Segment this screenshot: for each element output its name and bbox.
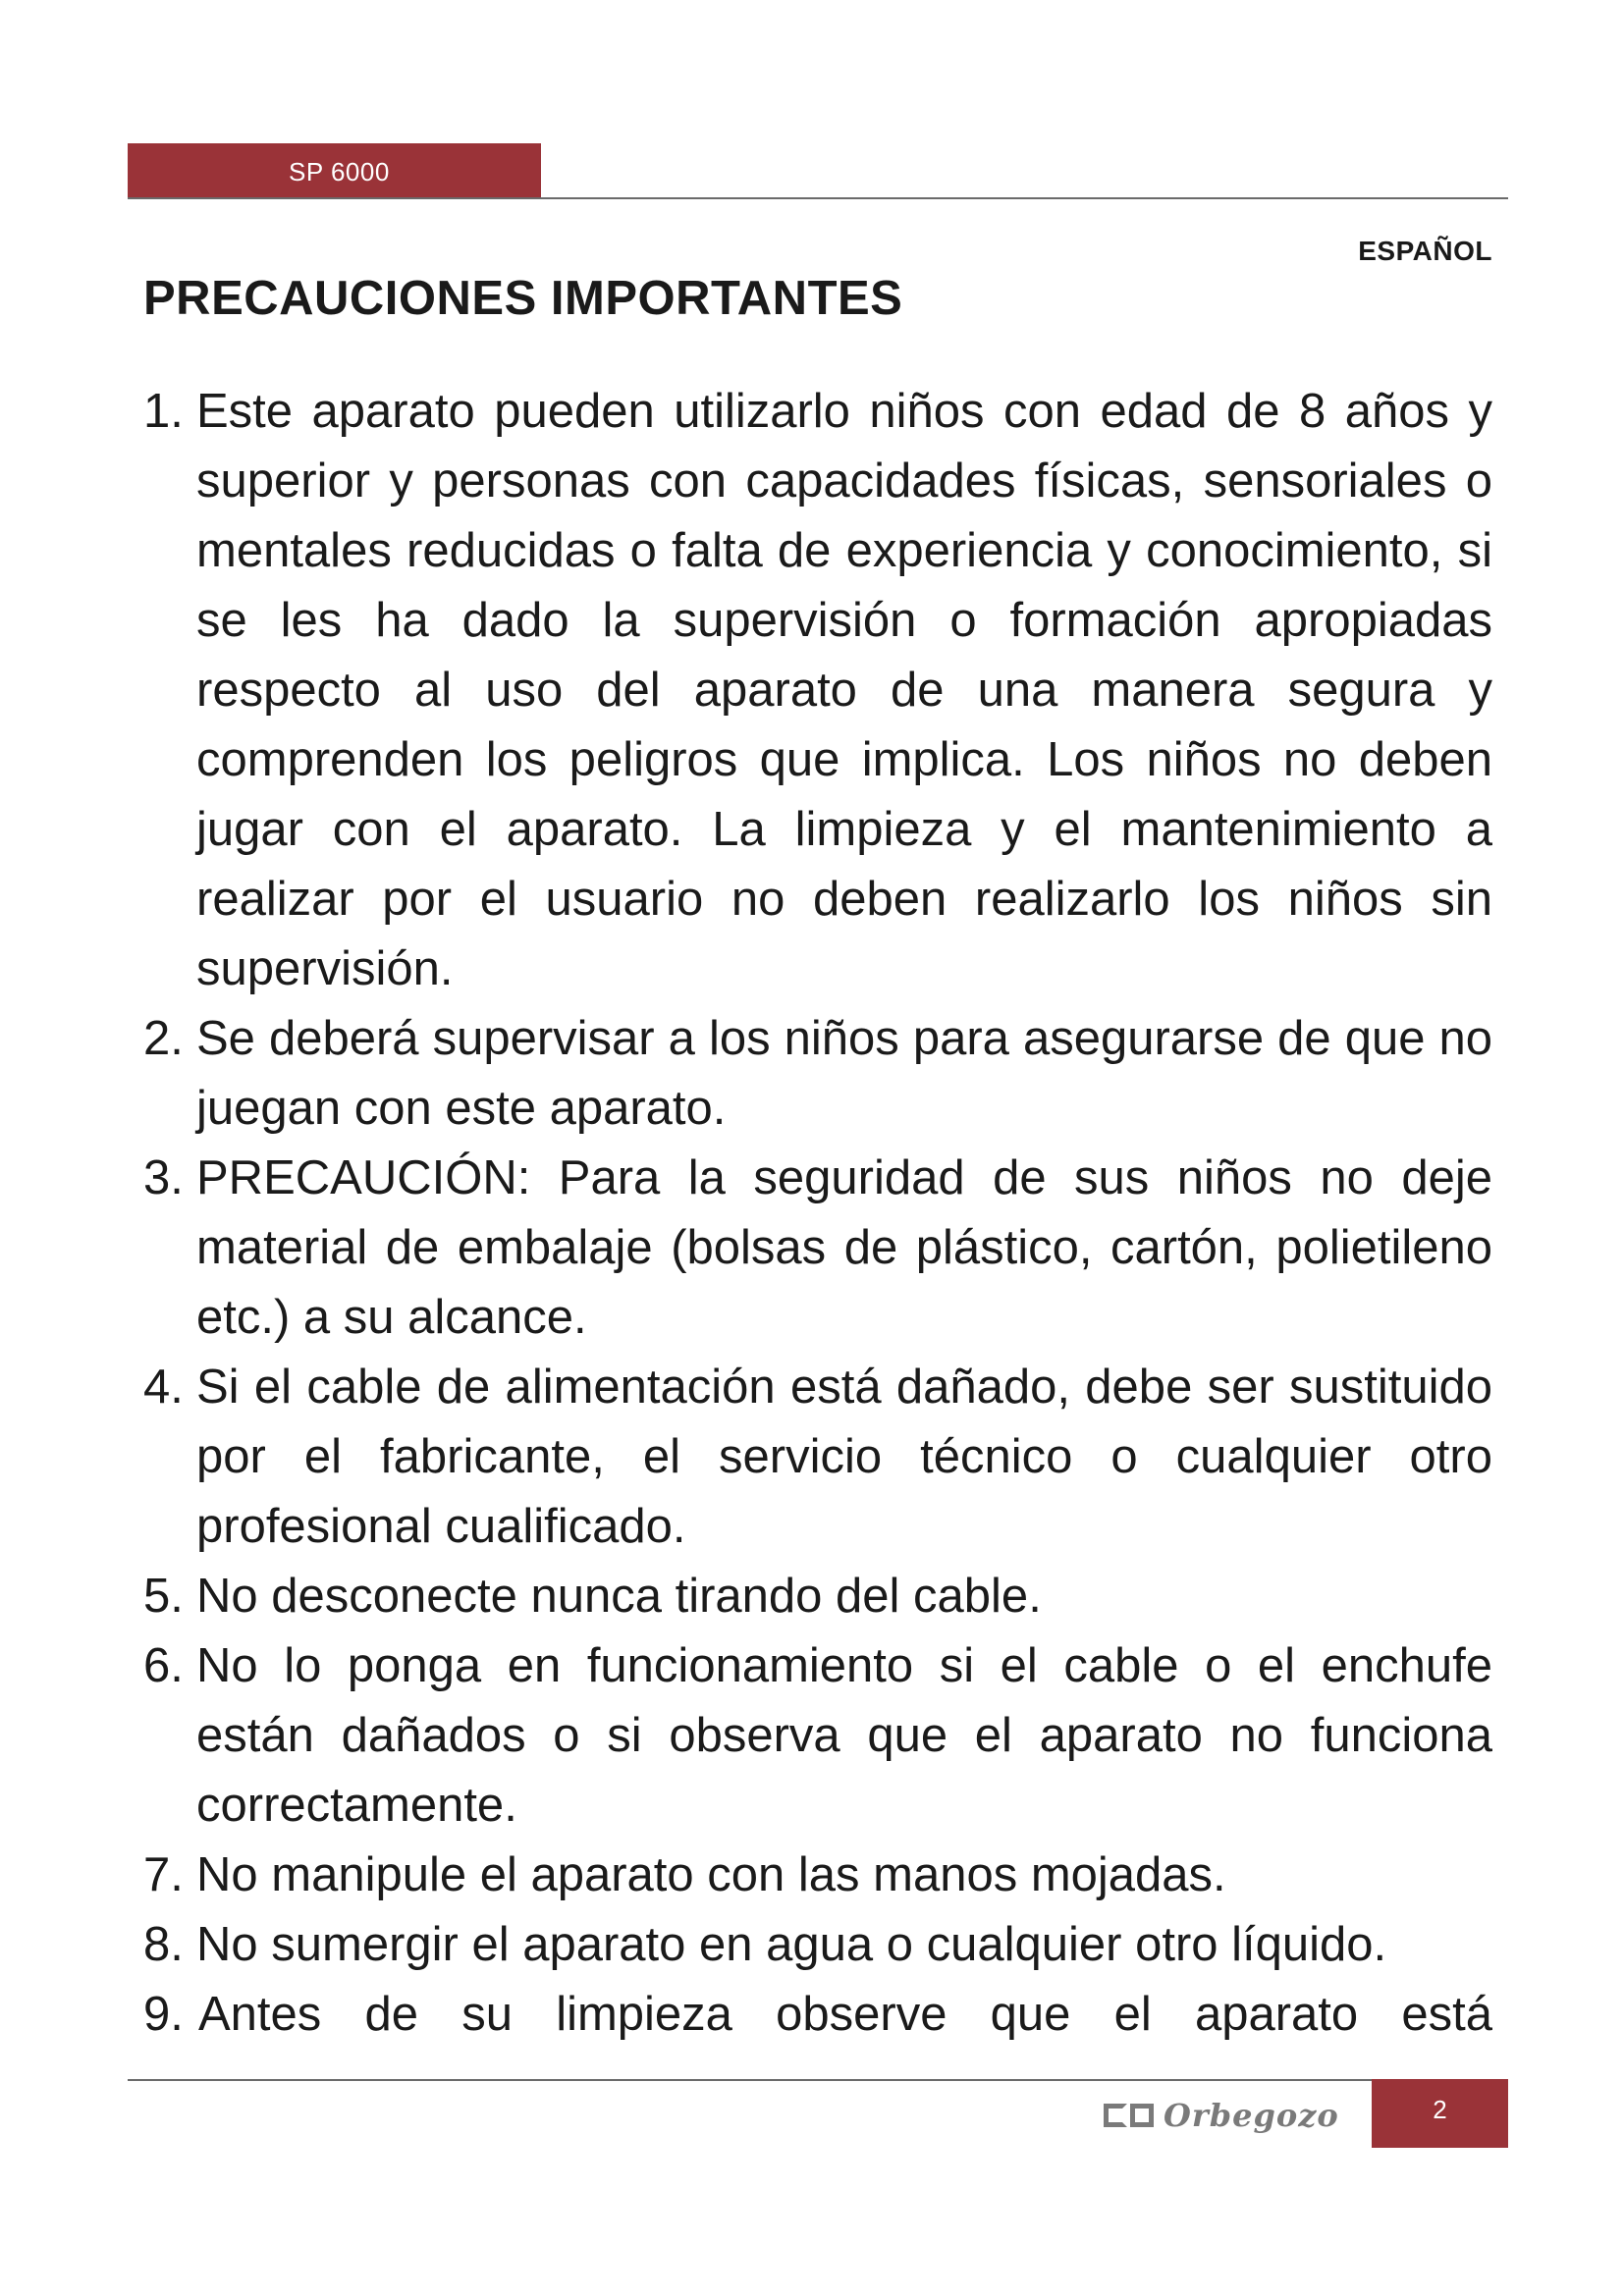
page-number: 2 [1433,2095,1447,2124]
item-number: 2. [143,1012,184,1065]
item-number: 5. [143,1570,184,1623]
item-text: No lo ponga en funcionamiento si el cable o el enchufe están dañados o si observa que el aparato no funciona correctamente. [196,1639,1492,1832]
item-text: PRECAUCIÓN: Para la seguridad de sus niños no deje material de embalaje (bolsas de plástico, cartón, polietileno etc.) a su alcance. [196,1151,1492,1344]
item-number: 4. [143,1361,184,1414]
item-number: 6. [143,1639,184,1692]
item-text: Antes de su limpieza observe que el aparato está [198,1988,1492,2041]
precautions-list [143,377,1492,2050]
brand-name: Orbegozo [1164,2097,1339,2134]
item-text: Este aparato pueden utilizarlo niños con edad de 8 años y superior y personas con capacidades físicas, sensoriales o mentales reducidas o falta de experiencia y conocimiento, si se les ha dado la supervisión o formación apropiadas respecto al uso del aparato de una manera segura y comprenden los peligros que implica. Los niños no deben jugar con el aparato. La limpieza y el mantenimiento a realizar por el usuario no deben realizarlo los niños sin supervisión. [196,385,1492,995]
item-text: Si el cable de alimentación está dañado, debe ser sustituido por el fabricante, el servicio técnico o cualquier otro profesional cualificado. [196,1361,1492,1553]
list-item [143,1144,1492,1353]
item-text: No desconecte nunca tirando del cable. [196,1570,1042,1623]
list-item [143,377,1492,1004]
item-number: 9. [143,1988,184,2041]
language-label: ESPAÑOL [1358,236,1492,266]
header-divider [128,197,1508,199]
brand-logo [1104,2095,1339,2136]
item-number: 7. [143,1848,184,1901]
footer-divider [128,2079,1508,2081]
brand-mark-icon [1104,2104,1154,2127]
item-text: Se deberá supervisar a los niños para asegurarse de que no juegan con este aparato. [196,1012,1492,1135]
list-item [143,1980,1492,2050]
item-number: 3. [143,1151,184,1204]
list-item [143,1353,1492,1562]
item-text: No manipule el aparato con las manos mojadas. [196,1848,1226,1901]
model-tab [128,143,541,197]
page-number-box [1372,2079,1508,2148]
list-item [143,1910,1492,1980]
item-text: No sumergir el aparato en agua o cualquier otro líquido. [196,1918,1387,1971]
list-item [143,1841,1492,1910]
model-label: SP 6000 [289,157,390,187]
list-item [143,1004,1492,1144]
item-number: 1. [143,385,184,438]
page-title: PRECAUCIONES IMPORTANTES [143,272,903,325]
list-item [143,1631,1492,1841]
list-item [143,1562,1492,1631]
item-number: 8. [143,1918,184,1971]
